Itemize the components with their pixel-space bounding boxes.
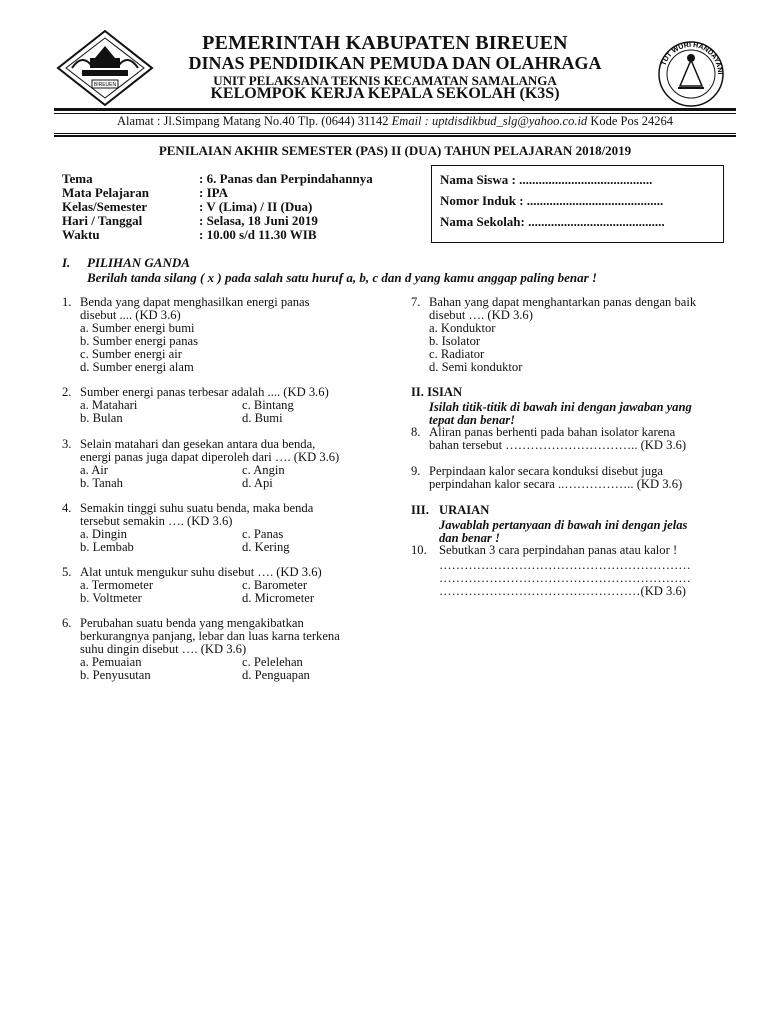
section1-instruction: Berilah tanda silang ( x ) pada salah satu huruf a, b, c dan d yang kamu anggap paling benar !	[87, 270, 597, 285]
q2-option-b[interactable]: b. Bulan	[80, 411, 123, 425]
info-class-value: : V (Lima) / II (Dua)	[199, 199, 313, 214]
q8-number: 8.	[411, 425, 421, 439]
q4-option-a[interactable]: a. Dingin	[80, 527, 127, 541]
q10-text-1: Sebutkan 3 cara perpindahan panas atau kalor !	[439, 543, 678, 557]
q2-option-a[interactable]: a. Matahari	[80, 398, 138, 412]
q7-option-b[interactable]: b. Isolator	[429, 334, 481, 348]
q4-option-b[interactable]: b. Lembab	[80, 540, 134, 554]
q1-text-2: disebut .... (KD 3.6)	[80, 308, 181, 322]
q6-option-d[interactable]: d. Penguapan	[242, 668, 310, 682]
q7-option-c[interactable]: c. Radiator	[429, 347, 485, 361]
section3-instruction-1: Jawablah pertanyaan di bawah ini dengan jelas	[439, 518, 688, 532]
question-2	[62, 386, 374, 425]
q4-option-d[interactable]: d. Kering	[242, 540, 290, 554]
section1-title: PILIHAN GANDA	[87, 255, 190, 270]
q6-text-1: Perubahan suatu benda yang mengakibatkan	[80, 616, 304, 630]
q10-answer-line-1[interactable]: ……………………………………………………	[439, 558, 691, 572]
q1-option-a[interactable]: a. Sumber energi bumi	[80, 321, 195, 335]
q1-option-b[interactable]: b. Sumber energi panas	[80, 334, 198, 348]
q3-option-d[interactable]: d. Api	[242, 476, 273, 490]
crest-banner-text: BIREUEN	[93, 82, 117, 88]
header-k3s: KELOMPOK KERJA KEPALA SEKOLAH (K3S)	[210, 85, 560, 102]
q7-option-a[interactable]: a. Konduktor	[429, 321, 496, 335]
q3-option-b[interactable]: b. Tanah	[80, 476, 123, 490]
section3-title: URAIAN	[439, 503, 490, 517]
question-1	[62, 296, 374, 374]
question-9	[411, 465, 726, 491]
header-department: DINAS PENDIDIKAN PEMUDA DAN OLAHRAGA	[188, 53, 602, 73]
q4-text-2: tersebut semakin …. (KD 3.6)	[80, 514, 233, 528]
q5-option-a[interactable]: a. Termometer	[80, 578, 154, 592]
q6-option-c[interactable]: c. Pelelehan	[242, 655, 303, 669]
postal-code: Kode Pos 24264	[587, 114, 673, 128]
q6-text-2: berkurangnya panjang, lebar dan luas karna terkena	[80, 629, 340, 643]
q8-text-2[interactable]: bahan tersebut ………………………….. (KD 3.6)	[429, 438, 687, 452]
info-tema-label: Tema	[62, 171, 93, 186]
q7-option-d[interactable]: d. Semi konduktor	[429, 360, 523, 374]
q9-number: 9.	[411, 464, 421, 478]
q9-text-2[interactable]: perpindahan kalor secara ..…………….. (KD 3.6)	[429, 477, 683, 491]
q3-option-a[interactable]: a. Air	[80, 463, 108, 477]
header-unit: UNIT PELAKSANA TEKNIS KECAMATAN SAMALANGA	[213, 73, 557, 88]
tut-wuri-handayani-icon	[650, 38, 732, 108]
info-subject-value: : IPA	[199, 185, 229, 200]
info-subject-label: Mata Pelajaran	[62, 185, 150, 200]
exam-title: PENILAIAN AKHIR SEMESTER (PAS) II (DUA) TAHUN PELAJARAN 2018/2019	[158, 143, 632, 158]
q10-number: 10.	[411, 543, 427, 557]
q9-text-1: Perpindaan kalor secara konduksi disebut juga	[429, 464, 663, 478]
school-name-field[interactable]: Nama Sekolah: ..........................................	[440, 214, 665, 229]
question-3	[62, 438, 374, 490]
q5-number: 5.	[62, 565, 72, 579]
header-government: PEMERINTAH KABUPATEN BIREUEN	[202, 32, 568, 54]
question-6	[62, 617, 374, 682]
info-time-label: Waktu	[62, 227, 100, 242]
q3-text-2: energi panas juga dapat diperoleh dari …. (KD 3.6)	[80, 450, 340, 464]
q4-option-c[interactable]: c. Panas	[242, 527, 284, 541]
section2-title: II. ISIAN	[411, 385, 463, 399]
info-tema-value: : 6. Panas dan Perpindahannya	[199, 171, 373, 186]
header-address	[54, 114, 736, 129]
question-8	[411, 426, 726, 452]
q10-answer-line-2[interactable]: ……………………………………………………	[439, 571, 691, 585]
student-number-field[interactable]: Nomor Induk : ..........................................	[440, 193, 664, 208]
q1-text-1: Benda yang dapat menghasilkan energi panas	[80, 295, 310, 309]
q6-option-b[interactable]: b. Penyusutan	[80, 668, 151, 682]
q2-option-c[interactable]: c. Bintang	[242, 398, 294, 412]
info-time-value: : 10.00 s/d 11.30 WIB	[199, 227, 317, 242]
info-date-value: : Selasa, 18 Juni 2019	[199, 213, 318, 228]
q6-text-3: suhu dingin disebut …. (KD 3.6)	[80, 642, 247, 656]
q4-text-1: Semakin tinggi suhu suatu benda, maka benda	[80, 501, 314, 515]
q5-option-d[interactable]: d. Micrometer	[242, 591, 315, 605]
section1-number: I.	[62, 255, 71, 270]
question-5	[62, 566, 374, 605]
header-rule-thick	[54, 108, 736, 111]
q2-option-d[interactable]: d. Bumi	[242, 411, 283, 425]
address-rule-thin	[54, 133, 736, 134]
question-4	[62, 502, 374, 554]
q1-option-c[interactable]: c. Sumber energi air	[80, 347, 182, 361]
q5-option-b[interactable]: b. Voltmeter	[80, 591, 142, 605]
q7-number: 7.	[411, 295, 421, 309]
q8-text-1: Aliran panas berhenti pada bahan isolator karena	[429, 425, 676, 439]
student-name-field[interactable]: Nama Siswa : .........................................	[440, 172, 653, 187]
q10-answer-line-3[interactable]: …………………………………………(KD 3.6)	[439, 584, 686, 598]
info-class-label: Kelas/Semester	[62, 199, 148, 214]
section3-number: III.	[411, 503, 429, 517]
right-logo	[650, 38, 732, 108]
email-text: Email : uptdisdikbud_slg@yahoo.co.id	[391, 114, 588, 128]
logo-motto-text: TUT WURI HANDAYANI	[660, 41, 724, 75]
address-text: Alamat : Jl.Simpang Matang No.40 Tlp. (0644) 31142	[117, 114, 392, 128]
q7-text-1: Bahan yang dapat menghantarkan panas dengan baik	[429, 295, 697, 309]
q2-text-1: Sumber energi panas terbesar adalah .... (KD 3.6)	[80, 385, 329, 399]
q5-option-c[interactable]: c. Barometer	[242, 578, 308, 592]
section2-instruction-1: Isilah titik-titik di bawah ini dengan jawaban yang	[429, 400, 692, 414]
q1-option-d[interactable]: d. Sumber energi alam	[80, 360, 194, 374]
q1-number: 1.	[62, 295, 72, 309]
q5-text-1: Alat untuk mengukur suhu disebut …. (KD 3.6)	[80, 565, 322, 579]
q3-option-c[interactable]: c. Angin	[242, 463, 285, 477]
section3-instruction-2: dan benar !	[439, 531, 500, 545]
q3-number: 3.	[62, 437, 72, 451]
q3-text-1: Selain matahari dan gesekan antara dua benda,	[80, 437, 316, 451]
q7-text-2: disebut …. (KD 3.6)	[429, 308, 533, 322]
q6-number: 6.	[62, 616, 72, 630]
q2-number: 2.	[62, 385, 72, 399]
q6-option-a[interactable]: a. Pemuaian	[80, 655, 142, 669]
info-date-label: Hari / Tanggal	[62, 213, 143, 228]
q4-number: 4.	[62, 501, 72, 515]
question-7	[411, 296, 726, 374]
student-info-box	[431, 165, 724, 243]
address-rule-thick	[54, 135, 736, 137]
section2-instruction-2: tepat dan benar!	[429, 413, 516, 427]
question-10	[411, 544, 726, 598]
